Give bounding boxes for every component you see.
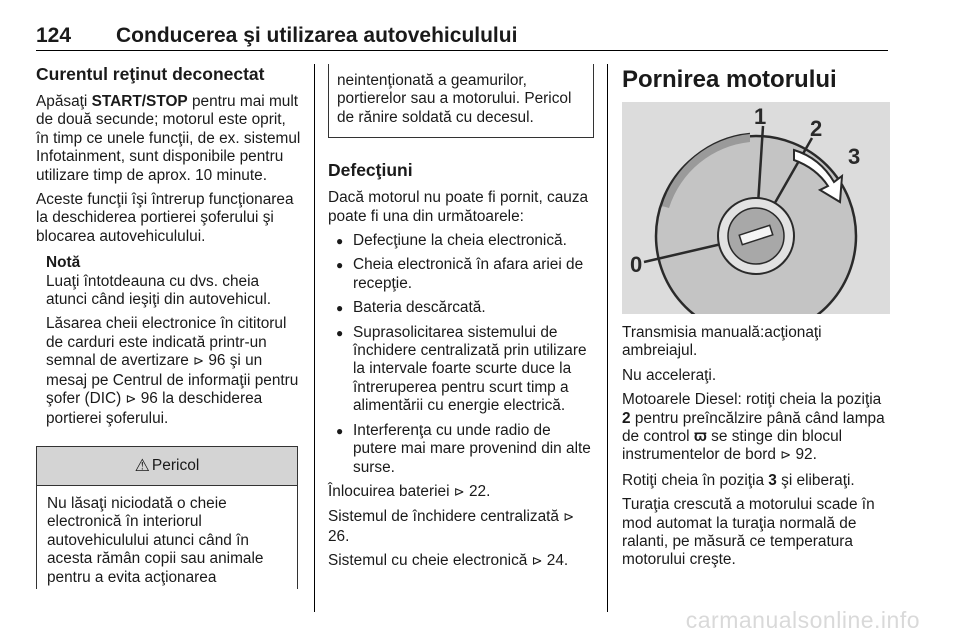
note-paragraph: Lăsarea cheii electronice în cititorul de carduri este indicată printr-un semnal de avertizare ⊳ 96 şi un mesaj pe Centrul de informaţii pentru şofer (DIC) ⊳ 96 la deschiderea portierei şoferului.: [46, 315, 299, 427]
page-header: [36, 24, 888, 51]
page-number: 124: [36, 24, 72, 47]
cross-ref-link[interactable]: 96: [140, 390, 158, 408]
list-item: ● Defecţiune la cheia electronică.: [328, 232, 594, 250]
glow-plug-icon: ϖ: [693, 428, 707, 446]
running-title: Conducerea şi utilizarea autovehiculului: [116, 24, 518, 47]
cross-ref-link[interactable]: 22.: [468, 482, 491, 500]
warning-box: [36, 446, 298, 589]
column-3: [622, 64, 890, 576]
column-divider: [607, 64, 608, 612]
paragraph: Transmisia manuală:acţionaţi ambreiajul.: [622, 324, 822, 360]
section-heading: Defecţiuni: [328, 160, 413, 181]
cross-ref-icon: ⊳: [193, 354, 205, 370]
position-label-3: 3: [848, 144, 861, 169]
list-item: ● Bateria descărcată.: [328, 299, 594, 317]
paragraph: Înlocuirea bateriei ⊳ 22.: [328, 482, 491, 500]
ignition-switch-figure: [622, 102, 890, 314]
list-item: ● Suprasolicitarea sistemului de închidere centralizată prin utilizare la intervale foarte scurte duce la întreruperea pentru scurt timp a alimentării cu energie electrică.: [328, 324, 594, 416]
cross-ref-icon: ⊳: [531, 554, 543, 570]
paragraph: Turaţia crescută a motorului scade în mod automat la turaţia normală de ralanti, pe măsură ce temperatura motorului creşte.: [622, 496, 875, 569]
watermark: carmanualsonline.info: [685, 607, 920, 633]
list-item: ● Interferenţa cu unde radio de putere mai mare provenind din alte surse.: [328, 422, 594, 477]
cross-ref-link[interactable]: 92.: [795, 446, 817, 464]
cross-ref-link[interactable]: 26.: [328, 527, 350, 545]
note-block: [46, 254, 302, 428]
position-label-1: 1: [754, 104, 767, 129]
column-1: [36, 64, 302, 434]
note-paragraph: Luaţi întotdeauna cu dvs. cheia atunci când ieşiţi din autovehicul.: [46, 272, 272, 309]
paragraph: Dacă motorul nu poate fi pornit, cauza poate fi una din următoarele:: [328, 189, 589, 225]
paragraph: Motoarele Diesel: rotiţi cheia la poziţia 2 pentru preîncălzire până când lampa de control ϖ se stinge din blocul instrumentelor de bord ⊳ 92.: [622, 391, 885, 464]
warning-header: [37, 447, 297, 486]
fault-list: [328, 232, 594, 477]
cross-ref-link[interactable]: 96: [208, 352, 226, 370]
paragraph: Aceste funcţii îşi întrerup funcţionarea la deschiderea portierei şoferului şi blocarea autovehiculului.: [36, 191, 294, 245]
note-title: Notă: [46, 254, 81, 272]
paragraph: Rotiţi cheia în poziţia 3 şi eliberaţi.: [622, 471, 855, 489]
cross-ref-icon: ⊳: [125, 392, 137, 408]
paragraph: Sistemul de închidere centralizată ⊳ 26.: [328, 508, 575, 545]
list-item: ● Cheia electronică în afara ariei de recepţie.: [328, 256, 594, 293]
cross-ref-icon: ⊳: [563, 510, 575, 526]
start-stop-label: START/STOP: [91, 93, 188, 110]
paragraph: Nu acceleraţi.: [622, 366, 717, 384]
cross-ref-link[interactable]: 24.: [546, 552, 569, 570]
position-label-2: 2: [810, 116, 823, 141]
section-heading: Pornirea motorului: [622, 66, 837, 93]
position-label-0: 0: [630, 252, 643, 277]
cross-ref-icon: ⊳: [780, 448, 792, 464]
warning-text: Nu lăsaţi niciodată o cheie electronică în interiorul autovehiculului atunci când în acesta rămân copii sau animale pentru a evita acţionarea: [47, 495, 264, 586]
section-heading: Curentul reţinut deconectat: [36, 64, 265, 84]
column-2: [328, 64, 594, 578]
warning-triangle-icon: ⚠: [134, 456, 150, 475]
paragraph: Sistemul cu cheie electronică ⊳ 24.: [328, 552, 569, 570]
warning-continuation-box: neintenţionată a geamurilor, portierelor sau a motorului. Pericol de rănire soldată cu decesul.: [328, 64, 594, 138]
cross-ref-icon: ⊳: [453, 484, 465, 500]
warning-title: Pericol: [151, 457, 200, 474]
paragraph: Apăsaţi START/STOP pentru mai mult de două secunde; motorul este oprit, în timp ce unele funcţii, de ex. sistemul Infotainment, sunt disponibile pentru utilizare timp de aprox. 10 minute.: [36, 93, 301, 184]
column-divider: [314, 64, 315, 612]
